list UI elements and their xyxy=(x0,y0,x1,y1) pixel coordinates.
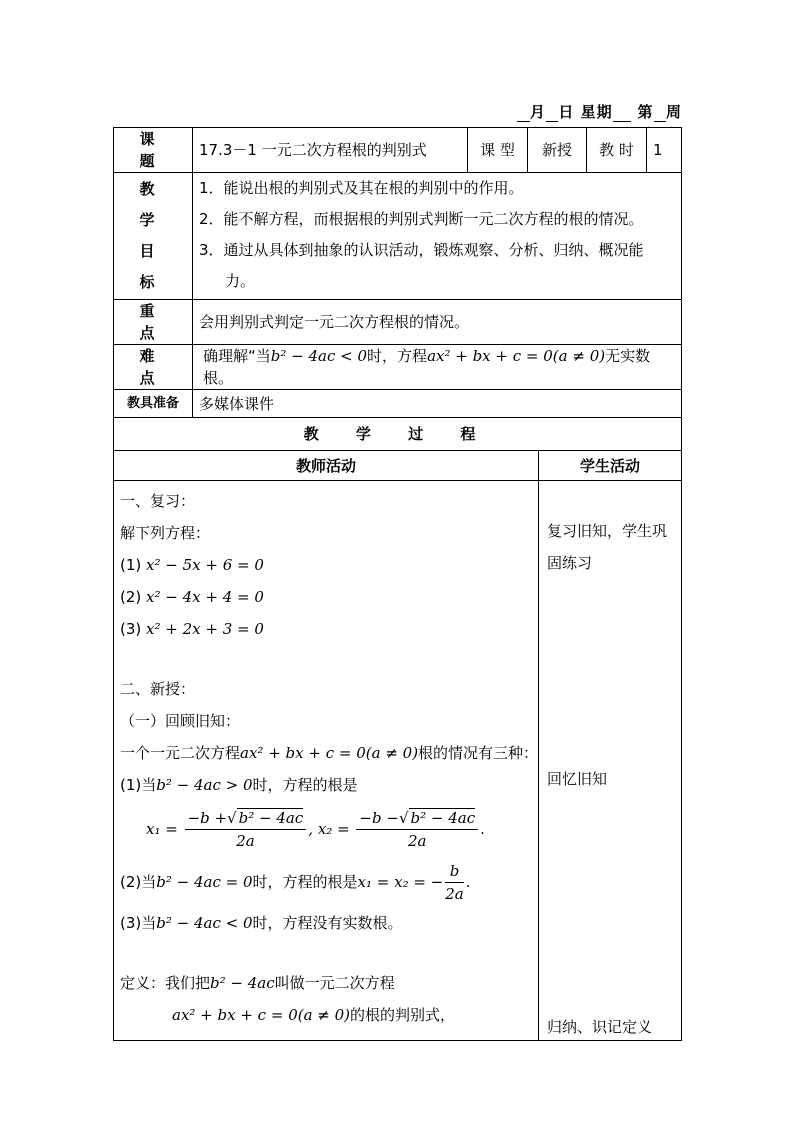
activity-header-row xyxy=(114,451,682,481)
cases-intro-equation: ax² + bx + c = 0(a ≠ 0) xyxy=(240,744,419,762)
student-note-2: 回忆旧知 xyxy=(547,770,608,788)
case-3 xyxy=(120,907,532,939)
student-note-3: 归纳、识记定义 xyxy=(547,1018,653,1036)
cases-intro-prefix: 一个一元二次方程 xyxy=(120,744,241,762)
recall-title: （一）回顾旧知： xyxy=(120,712,241,730)
goal-item-1: 1．能说出根的判别式及其在根的判别中的作用。 xyxy=(199,179,524,197)
type-value: 新授 xyxy=(528,128,587,173)
student-note-1: 复习旧知，学生巩固练习 xyxy=(547,522,668,572)
equation-3-num: (3) xyxy=(120,620,142,638)
equation-1-num: (1) xyxy=(120,556,142,574)
root-end: . xyxy=(480,820,485,838)
case-3-prefix: (3)当 xyxy=(120,914,157,932)
case-1 xyxy=(120,769,532,801)
root-1-num-a: −b + xyxy=(187,809,228,827)
difficulty-suffix: 无实数根。 xyxy=(203,347,651,387)
hours-value: 1 xyxy=(647,128,682,173)
case-3-suffix: 时，方程没有实数根。 xyxy=(252,914,403,932)
hours-label: 教 时 xyxy=(587,128,647,173)
week-blank xyxy=(654,103,666,122)
weekday-blank xyxy=(613,103,632,122)
equation-1-expr: x² − 5x + 6 = 0 xyxy=(146,556,264,574)
goal-item-3-cont: 力。 xyxy=(225,272,256,290)
goals-list xyxy=(193,173,682,300)
case-2-num: b xyxy=(445,860,464,883)
goal-item-2: 2．能不解方程，而根据根的判别式判断一元二次方程的根的情况。 xyxy=(199,210,644,228)
tools-label: 教具准备 xyxy=(114,390,193,418)
topic-row xyxy=(114,128,682,173)
root-2-den: 2a xyxy=(408,832,427,850)
equation-2-num: (2) xyxy=(120,588,142,606)
review-title: 一、复习： xyxy=(120,492,196,510)
equation-2-expr: x² − 4x + 4 = 0 xyxy=(146,588,264,606)
root-1-radicand: b² − 4ac xyxy=(238,809,304,827)
difficulty-label: 难 点 xyxy=(114,345,193,390)
case-3-condition: b² − 4ac < 0 xyxy=(156,914,253,932)
student-activity-header: 学生活动 xyxy=(539,451,682,481)
tools-row xyxy=(114,390,682,418)
difficulty-prefix: 确理解“当 xyxy=(203,347,271,365)
case-1-suffix: 时，方程的根是 xyxy=(252,776,358,794)
key-value: 会用判别式判定一元二次方程根的情况。 xyxy=(193,300,682,345)
date-line xyxy=(517,101,682,122)
key-label: 重 点 xyxy=(114,300,193,345)
definition-expr: b² − 4ac xyxy=(210,974,275,992)
key-row xyxy=(114,300,682,345)
tools-value: 多媒体课件 xyxy=(193,390,682,418)
definition-prefix: 定义：我们把 xyxy=(120,974,211,992)
new-lesson-title: 二、新授： xyxy=(120,680,196,698)
topic-value: 17.3－1 一元二次方程根的判别式 xyxy=(193,128,468,173)
case-2-end: . xyxy=(465,873,471,891)
month-label: 月 xyxy=(529,103,546,121)
case-2-fraction xyxy=(445,860,464,905)
definition-equation-line xyxy=(120,999,532,1031)
difficulty-value xyxy=(193,345,682,390)
root-2-num-a: −b − xyxy=(359,809,399,827)
equation-3-expr: x² + 2x + 3 = 0 xyxy=(146,620,264,638)
case-1-condition: b² − 4ac > 0 xyxy=(156,776,253,794)
case-2-mid: 时，方程的根是 xyxy=(252,873,358,891)
case-2-condition: b² − 4ac = 0 xyxy=(156,873,253,891)
lesson-plan-table xyxy=(113,127,682,1041)
topic-label: 课 题 xyxy=(114,128,193,173)
case-1-prefix: (1)当 xyxy=(120,776,157,794)
difficulty-mid: 时，方程 xyxy=(367,347,428,365)
case-2-prefix: (2)当 xyxy=(120,873,157,891)
process-title-row xyxy=(114,418,682,451)
month-blank xyxy=(517,103,529,122)
goals-label xyxy=(114,173,193,300)
week-suffix: 周 xyxy=(665,103,682,121)
goals-label-line-1: 教 学 xyxy=(139,180,167,229)
goal-item-3: 3．通过从具体到抽象的认识活动，锻炼观察、分析、归纳、概况能 xyxy=(199,241,644,259)
root-1-den: 2a xyxy=(236,832,255,850)
root-1-fraction: $\frac{\text{−b +√ b² − 4ac}}{2a}$ xyxy=(185,807,307,852)
equation-2 xyxy=(120,581,532,613)
week-prefix: 第 xyxy=(637,103,654,121)
activity-body-row xyxy=(114,481,682,1041)
difficulty-row xyxy=(114,345,682,390)
equation-1 xyxy=(120,549,532,581)
root-2-fraction: $\frac{\text{−b −√ b² − 4ac}}{2a}$ xyxy=(356,807,478,852)
day-weekday-label: 日 星期 xyxy=(558,103,613,121)
goals-row xyxy=(114,173,682,300)
equation-3 xyxy=(120,613,532,645)
case-2 xyxy=(120,857,532,907)
review-intro: 解下列方程： xyxy=(120,524,211,542)
case-2-den: 2a xyxy=(445,885,464,903)
student-activity xyxy=(539,481,682,1041)
definition xyxy=(120,967,532,999)
definition-suffix: 叫做一元二次方程 xyxy=(274,974,395,992)
type-label: 课 型 xyxy=(468,128,528,173)
root-separator: , x₂ = xyxy=(308,820,350,838)
root-formula xyxy=(120,801,532,857)
teacher-activity-header: 教师活动 xyxy=(114,451,539,481)
difficulty-equation: ax² + bx + c = 0(a ≠ 0) xyxy=(427,347,606,365)
day-blank xyxy=(546,103,558,122)
definition-equation: ax² + bx + c = 0(a ≠ 0) xyxy=(172,1006,351,1024)
cases-intro xyxy=(120,737,539,769)
case-2-equation: x₁ = x₂ = − xyxy=(357,873,444,891)
root-1-lhs: x₁ = xyxy=(146,820,178,838)
goals-label-line-2: 目 标 xyxy=(139,242,167,291)
root-2-radicand: b² − 4ac xyxy=(410,809,476,827)
definition-end: 的根的判别式， xyxy=(350,1006,456,1024)
teacher-activity xyxy=(114,481,539,1041)
cases-intro-suffix: 根的情况有三种： xyxy=(418,744,539,762)
difficulty-condition: b² − 4ac < 0 xyxy=(270,347,368,365)
process-title: 教 学 过 程 xyxy=(114,418,682,451)
